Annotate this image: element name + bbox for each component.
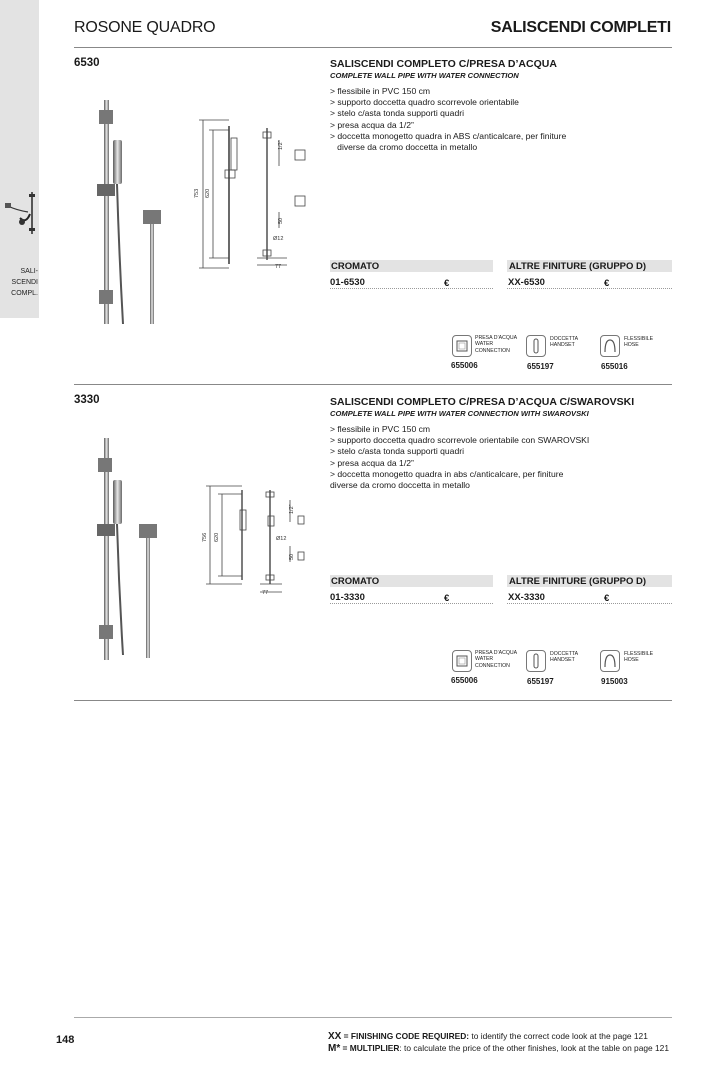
accessory-code: 655006 — [451, 676, 478, 685]
page-header-right: SALISCENDI COMPLETI — [490, 19, 671, 36]
accessory-code: 655197 — [527, 677, 554, 686]
sidebar-line: SCENDI — [11, 279, 38, 286]
legend-text: : to calculate the price of the other finishes, look at the table on page 121 — [399, 1043, 669, 1053]
dimension-label: 77 — [262, 590, 269, 596]
currency: € — [604, 278, 610, 289]
price-code: 01-6530 — [330, 277, 365, 288]
dimension-label: 753 — [194, 188, 200, 198]
technical-drawing — [195, 100, 320, 275]
feature-item: > presa acqua da 1/2” — [330, 119, 414, 130]
feature-item: diverse da cromo doccetta in metallo — [330, 480, 470, 491]
accessory-code: 915003 — [601, 677, 628, 686]
accessory-label-line: HANDSET — [550, 342, 575, 349]
product-code: 6530 — [74, 57, 100, 69]
accessory-label-line: FLESSIBILE — [624, 336, 654, 342]
currency: € — [444, 593, 450, 604]
finish-label: CROMATO — [331, 576, 380, 587]
feature-item: > supporto doccetta quadro scorrevole orientabile con SWAROVSKI — [330, 435, 590, 446]
price-code: XX-6530 — [508, 277, 545, 288]
sidebar-line: SALI- — [20, 268, 38, 275]
product-title: SALISCENDI COMPLETO C/PRESA D’ACQUA — [330, 58, 557, 70]
feature-item: > presa acqua da 1/2” — [330, 457, 414, 468]
finish-label: CROMATO — [331, 261, 380, 272]
legend-multiplier — [328, 1043, 669, 1054]
feature-item: > doccetta monogetto quadra in ABS c/anticalcare, per finiture — [330, 130, 567, 141]
feature-item: > flessibile in PVC 150 cm — [330, 424, 431, 434]
accessory-label-line: DOCCETTA — [550, 336, 579, 342]
legend-label: = MULTIPLIER — [340, 1043, 400, 1053]
accessory-label-line: WATER — [475, 341, 494, 348]
dimension-label: 1/2” — [289, 504, 295, 514]
finish-label: ALTRE FINITURE (GRUPPO D) — [509, 261, 647, 272]
accessory-label-line: CONNECTION — [475, 347, 510, 354]
accessory-label-line: HOSE — [624, 657, 639, 664]
legend-text: to identify the correct code look at the page 121 — [469, 1031, 648, 1041]
finish-label: ALTRE FINITURE (GRUPPO D) — [509, 576, 647, 587]
accessory-label-line: HOSE — [624, 342, 639, 349]
currency: € — [604, 593, 610, 604]
dimension-label: Ø12 — [276, 536, 287, 542]
feature-item: > flessibile in PVC 150 cm — [330, 86, 431, 96]
product-photo — [85, 430, 185, 670]
accessory-label — [550, 651, 578, 664]
sidebar-category-label — [0, 266, 38, 299]
accessory-label — [475, 650, 517, 669]
product-subtitle: COMPLETE WALL PIPE WITH WATER CONNECTION WITH SWAROVSKI — [330, 409, 589, 418]
hose-icon — [600, 335, 620, 357]
page-number: 148 — [56, 1034, 75, 1046]
dimension-label: 620 — [205, 188, 211, 198]
price-code: 01-3330 — [330, 592, 365, 603]
handset-icon — [526, 650, 546, 672]
feature-item: > stelo c/asta tonda supporti quadri — [330, 446, 465, 457]
accessory-code: 655006 — [451, 361, 478, 370]
accessory-label-line: WATER — [475, 656, 494, 663]
dimension-label: 77 — [275, 264, 282, 270]
accessory-code: 655197 — [527, 362, 554, 371]
dimension-label: 1/2” — [278, 140, 284, 150]
dimension-label: 50 — [278, 217, 284, 224]
header-divider — [74, 47, 672, 48]
dimension-label: Ø12 — [273, 236, 284, 242]
accessory-label-line: HANDSET — [550, 657, 575, 664]
accessory-label-line: PRESA D’ACQUA — [475, 650, 518, 656]
legend-key: XX — [328, 1031, 342, 1042]
dimension-label: 756 — [202, 532, 208, 542]
feature-item: > doccetta monogetto quadra in abs c/anticalcare, per finiture — [330, 468, 564, 479]
price-line — [507, 603, 672, 604]
accessory-label-line: PRESA D’ACQUA — [475, 335, 518, 341]
accessory-label — [624, 336, 653, 349]
accessory-label — [624, 651, 653, 664]
accessory-label — [550, 336, 578, 349]
page-header-left: ROSONE QUADRO — [74, 19, 216, 36]
product-code: 3330 — [74, 394, 100, 406]
water-connection-icon — [452, 650, 472, 672]
legend-finishing-code — [328, 1031, 648, 1042]
accessory-label-line: FLESSIBILE — [624, 651, 654, 657]
handset-icon — [526, 335, 546, 357]
product-subtitle: COMPLETE WALL PIPE WITH WATER CONNECTION — [330, 71, 519, 80]
currency: € — [444, 278, 450, 289]
dimension-label: 620 — [214, 532, 220, 542]
price-code: XX-3330 — [508, 592, 545, 603]
feature-item: > stelo c/asta tonda supporti quadri — [330, 108, 465, 119]
feature-item: diverse da cromo doccetta in metallo — [330, 142, 478, 153]
sidebar-line: COMPL. — [11, 290, 38, 297]
accessory-label — [475, 335, 517, 354]
product-title: SALISCENDI COMPLETO C/PRESA D’ACQUA C/SWAROVSKI — [330, 396, 635, 408]
accessory-code: 655016 — [601, 362, 628, 371]
feature-list — [330, 424, 589, 491]
legend-label: = FINISHING CODE REQUIRED: — [341, 1031, 470, 1041]
accessory-label-line: DOCCETTA — [550, 651, 579, 657]
product-photo — [85, 92, 185, 332]
section-divider — [74, 700, 672, 701]
section-divider — [74, 384, 672, 385]
legend-key: M* — [328, 1043, 341, 1054]
feature-list — [330, 86, 566, 153]
technical-drawing — [202, 480, 320, 600]
shower-thumbnail-icon — [2, 188, 38, 238]
footer-divider — [74, 1017, 672, 1018]
feature-item: > supporto doccetta quadro scorrevole orientabile — [330, 97, 519, 108]
hose-icon — [600, 650, 620, 672]
accessory-label-line: CONNECTION — [475, 662, 510, 669]
price-line — [507, 288, 672, 289]
price-line — [330, 603, 493, 604]
price-line — [330, 288, 493, 289]
water-connection-icon — [452, 335, 472, 357]
dimension-label: 50 — [289, 553, 295, 560]
